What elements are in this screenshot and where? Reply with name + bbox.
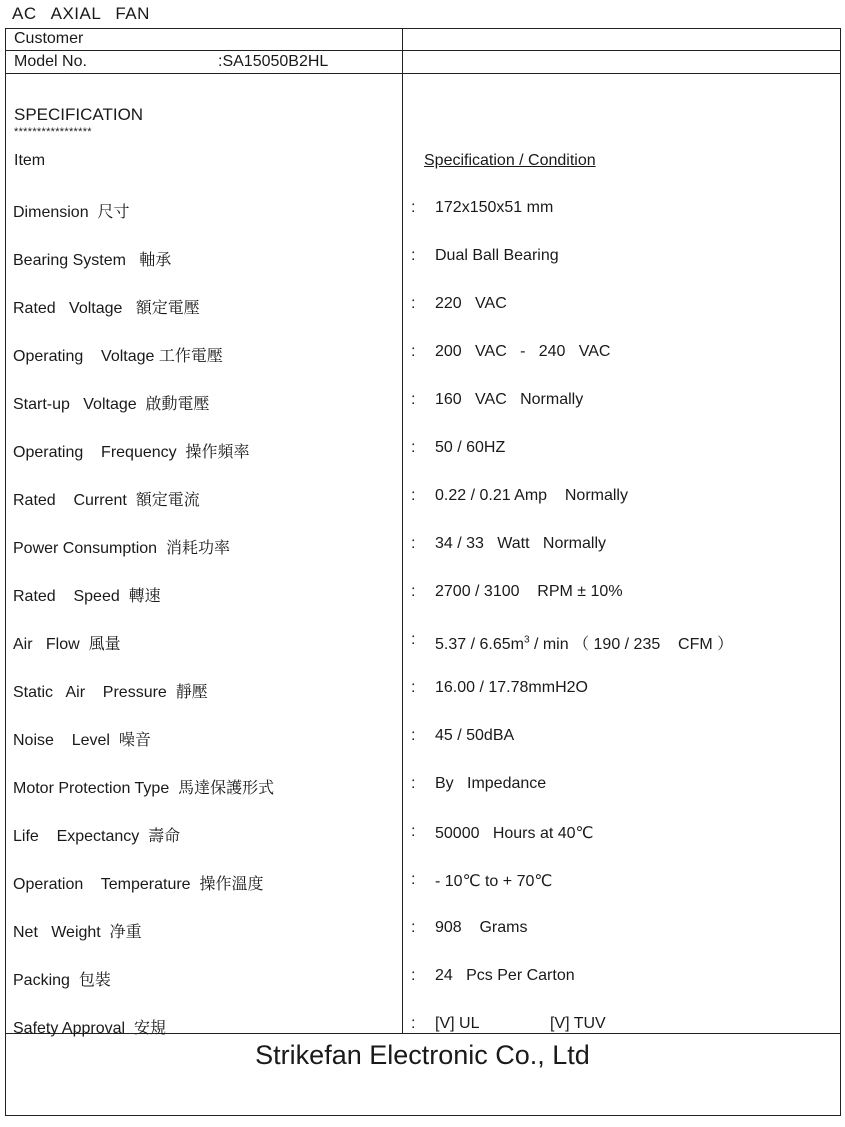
spec-label: Power Consumption 消耗功率 (13, 540, 230, 557)
spec-colon: : (411, 343, 416, 360)
spec-row (6, 631, 840, 679)
spec-colon: : (411, 871, 416, 888)
spec-colon: : (411, 775, 416, 792)
spec-label: Dimension 尺寸 (13, 204, 130, 221)
row-divider (6, 73, 840, 74)
spec-value: 50000 Hours at 40℃ (435, 825, 594, 842)
company-footer: Strikefan Electronic Co., Ltd (255, 1040, 590, 1070)
spec-value: - 10℃ to + 70℃ (435, 873, 553, 890)
spec-row (6, 583, 840, 631)
spec-label: Packing 包裝 (13, 972, 111, 989)
spec-label: Rated Current 額定電流 (13, 492, 200, 509)
row-divider (6, 50, 840, 51)
spec-value: 2700 / 3100 RPM ± 10% (435, 583, 623, 600)
spec-value: 34 / 33 Watt Normally (435, 535, 607, 552)
model-value: :SA15050B2HL (218, 53, 329, 70)
spec-value: By Impedance (435, 775, 547, 792)
spec-value: Dual Ball Bearing (435, 247, 559, 264)
title-word: AXIAL (50, 4, 102, 23)
spec-value: [V] UL [V] TUV (435, 1015, 606, 1032)
spec-label: Static Air Pressure 靜壓 (13, 684, 208, 701)
spec-label: Rated Speed 轉速 (13, 588, 161, 605)
spec-value: 50 / 60HZ (435, 439, 506, 456)
spec-value (435, 631, 733, 654)
airflow-value-main: 5.37 / 6.65m (435, 636, 524, 653)
spec-label: Motor Protection Type 馬達保護形式 (13, 780, 275, 797)
spec-heading: SPECIFICATION (14, 105, 144, 124)
spec-row (6, 199, 840, 247)
spec-label: Net Weight 净重 (13, 924, 142, 941)
spec-row (6, 295, 840, 343)
spec-colon: : (411, 919, 416, 936)
spec-colon: : (411, 439, 416, 456)
spec-colon: : (411, 535, 416, 552)
spec-row (6, 679, 840, 727)
spec-label: Noise Level 噪音 (13, 732, 151, 749)
spec-colon: : (411, 199, 416, 216)
item-header: Item (14, 152, 46, 169)
spec-row (6, 535, 840, 583)
spec-row (6, 775, 840, 823)
spec-sheet (5, 28, 841, 1116)
spec-value: 0.22 / 0.21 Amp Normally (435, 487, 628, 504)
spec-label: Operating Voltage 工作電壓 (13, 348, 223, 365)
customer-label: Customer (14, 30, 84, 47)
spec-heading-stars: ***************** (14, 126, 92, 138)
spec-label: Start-up Voltage 啟動電壓 (13, 396, 210, 413)
document-title (12, 4, 164, 24)
spec-row (6, 391, 840, 439)
spec-row (6, 919, 840, 967)
spec-label: Operating Frequency 操作頻率 (13, 444, 250, 461)
spec-label: Life Expectancy 壽命 (13, 828, 181, 845)
spec-label: Rated Voltage 額定電壓 (13, 300, 200, 317)
spec-row (6, 823, 840, 871)
spec-colon: : (411, 823, 416, 840)
spec-row (6, 727, 840, 775)
spec-colon: : (411, 631, 416, 648)
spec-value: 16.00 / 17.78mmH2O (435, 679, 588, 696)
spec-label: Air Flow 風量 (13, 636, 121, 653)
spec-colon: : (411, 967, 416, 984)
spec-row (6, 343, 840, 391)
spec-value: 45 / 50dBA (435, 727, 515, 744)
spec-colon: : (411, 583, 416, 600)
spec-colon: : (411, 1015, 416, 1032)
spec-value: 172x150x51 mm (435, 199, 554, 216)
spec-value: 160 VAC Normally (435, 391, 584, 408)
spec-value: 200 VAC - 240 VAC (435, 343, 611, 360)
spec-row (6, 871, 840, 919)
airflow-value-exponent: 3 (523, 634, 530, 646)
spec-colon: : (411, 295, 416, 312)
spec-colon: : (411, 727, 416, 744)
spec-row (6, 247, 840, 295)
spec-colon: : (411, 247, 416, 264)
title-word: AC (12, 4, 37, 23)
spec-row (6, 967, 840, 1015)
spec-label: Bearing System 軸承 (13, 252, 172, 269)
spec-header: Specification / Condition (424, 152, 596, 169)
spec-label: Safety Approval 安規 (13, 1020, 166, 1037)
spec-value: 24 Pcs Per Carton (435, 967, 575, 984)
spec-value: 908 Grams (435, 919, 528, 936)
spec-colon: : (411, 487, 416, 504)
spec-colon: : (411, 679, 416, 696)
spec-label: Operation Temperature 操作溫度 (13, 876, 264, 893)
spec-colon: : (411, 391, 416, 408)
spec-row (6, 487, 840, 535)
spec-value: 220 VAC (435, 295, 507, 312)
airflow-value-rest: / min （ 190 / 235 CFM ） (529, 636, 734, 653)
title-word: FAN (115, 4, 150, 23)
model-label: Model No. (14, 53, 87, 70)
spec-row (6, 439, 840, 487)
